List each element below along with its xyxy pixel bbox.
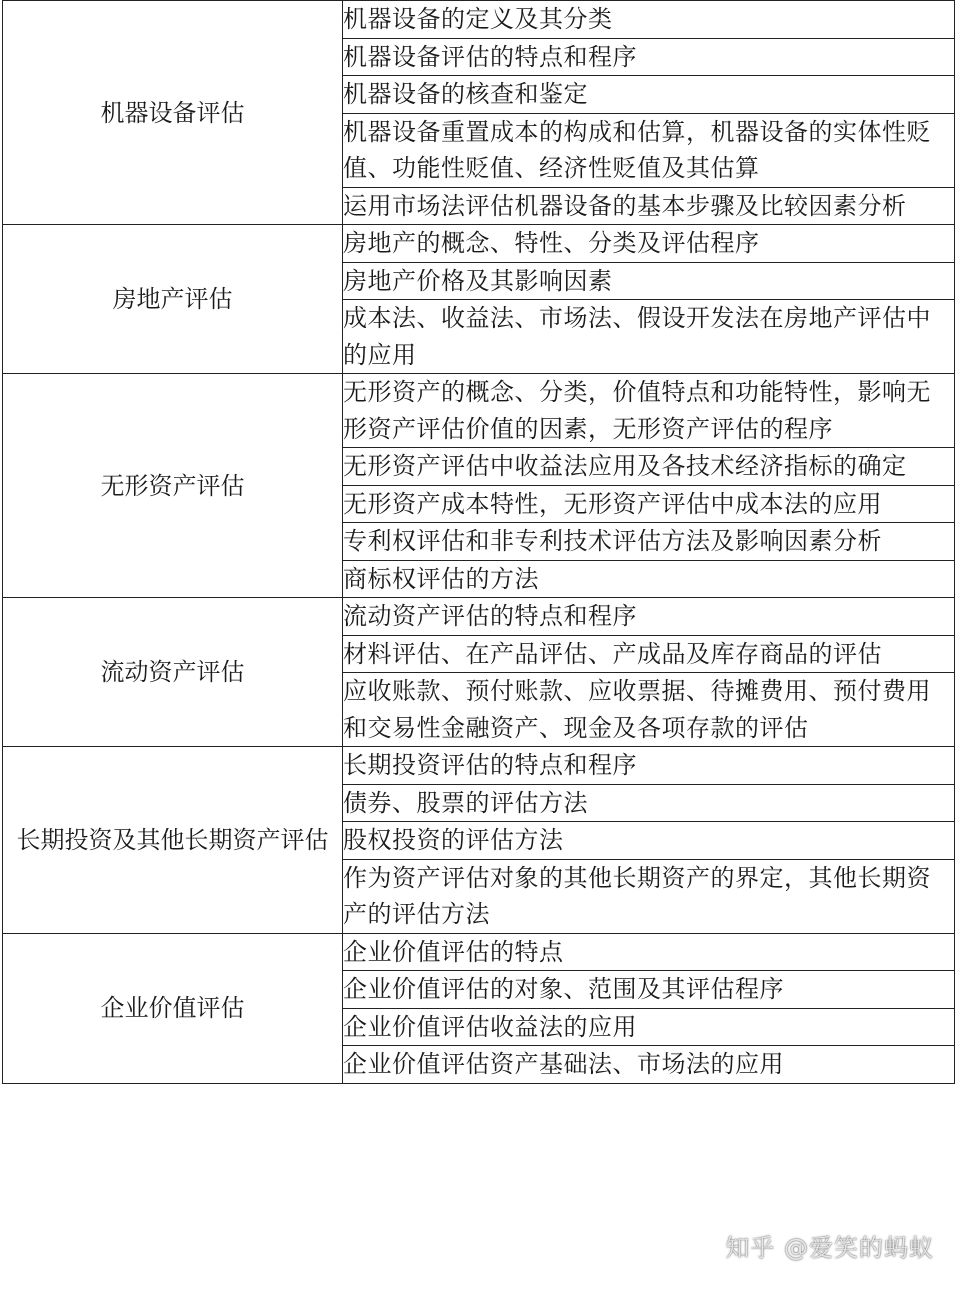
topic-cell: 作为资产评估对象的其他长期资产的界定，其他长期资产的评估方法: [343, 859, 955, 933]
topic-cell: 无形资产成本特性，无形资产评估中成本法的应用: [343, 485, 955, 523]
topic-cell: 商标权评估的方法: [343, 560, 955, 598]
table-row: [3, 933, 955, 971]
topic-cell: 运用市场法评估机器设备的基本步骤及比较因素分析: [343, 187, 955, 225]
topic-cell: 专利权评估和非专利技术评估方法及影响因素分析: [343, 523, 955, 561]
topic-cell: 无形资产评估中收益法应用及各技术经济指标的确定: [343, 448, 955, 486]
topic-cell: 企业价值评估资产基础法、市场法的应用: [343, 1046, 955, 1084]
category-machinery: 机器设备评估: [3, 1, 343, 225]
topic-cell: 流动资产评估的特点和程序: [343, 598, 955, 636]
topic-cell: 材料评估、在产品评估、产成品及库存商品的评估: [343, 635, 955, 673]
table-row: [3, 1, 955, 39]
topic-cell: 机器设备的核查和鉴定: [343, 76, 955, 114]
syllabus-table: [2, 0, 955, 1084]
topic-cell: 股权投资的评估方法: [343, 822, 955, 860]
topic-cell: 机器设备的定义及其分类: [343, 1, 955, 39]
topic-cell: 房地产价格及其影响因素: [343, 262, 955, 300]
topic-cell: 企业价值评估收益法的应用: [343, 1008, 955, 1046]
table-row: [3, 225, 955, 263]
watermark: 知乎 @爱笑的蚂蚁: [725, 1234, 934, 1262]
category-intangible-assets: 无形资产评估: [3, 374, 343, 598]
topic-cell: 房地产的概念、特性、分类及评估程序: [343, 225, 955, 263]
syllabus-table-body: [3, 1, 955, 1084]
topic-cell: 机器设备重置成本的构成和估算，机器设备的实体性贬值、功能性贬值、经济性贬值及其估算: [343, 113, 955, 187]
topic-cell: 机器设备评估的特点和程序: [343, 38, 955, 76]
category-enterprise-value: 企业价值评估: [3, 933, 343, 1083]
topic-cell: 无形资产的概念、分类，价值特点和功能特性，影响无形资产评估价值的因素，无形资产评估的程序: [343, 374, 955, 448]
topic-cell: 成本法、收益法、市场法、假设开发法在房地产评估中的应用: [343, 300, 955, 374]
topic-cell: 企业价值评估的对象、范围及其评估程序: [343, 971, 955, 1009]
topic-cell: 长期投资评估的特点和程序: [343, 747, 955, 785]
topic-cell: 应收账款、预付账款、应收票据、待摊费用、预付费用和交易性金融资产、现金及各项存款的评估: [343, 673, 955, 747]
topic-cell: 企业价值评估的特点: [343, 933, 955, 971]
topic-cell: 债券、股票的评估方法: [343, 784, 955, 822]
category-current-assets: 流动资产评估: [3, 598, 343, 747]
category-long-term-investment: 长期投资及其他长期资产评估: [3, 747, 343, 934]
table-row: [3, 747, 955, 785]
table-row: [3, 598, 955, 636]
category-real-estate: 房地产评估: [3, 225, 343, 374]
table-row: [3, 374, 955, 448]
